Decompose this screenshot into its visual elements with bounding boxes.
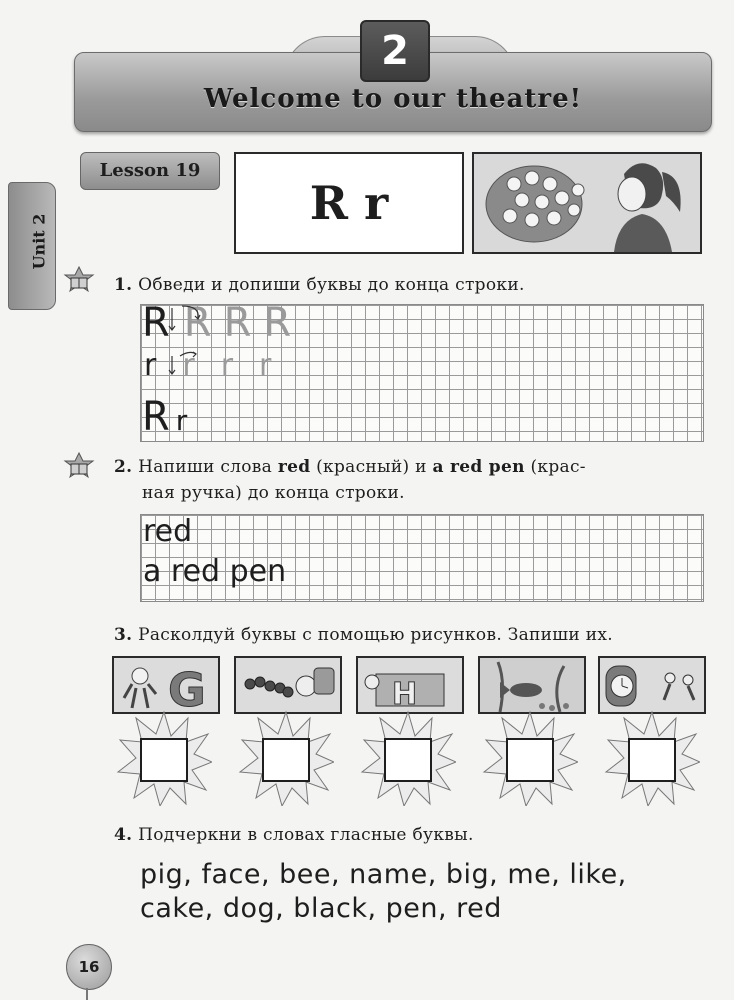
book-task-icon — [62, 452, 96, 482]
task4-instruction — [114, 822, 714, 848]
task2-text-line2: ная ручка) до конца строки. — [142, 483, 405, 503]
answer-box-2[interactable] — [262, 738, 310, 782]
task4-words-line1[interactable]: pig, face, bee, name, big, me, like, — [140, 859, 627, 890]
task2-word-a-red-pen: a red pen — [432, 457, 525, 477]
clue-picture-caterpillar — [234, 656, 342, 714]
letter-r-pair: r — [175, 404, 188, 437]
page-number-balloon: 16 — [66, 944, 112, 990]
task3-number: 3. — [114, 625, 133, 645]
clue-picture-girl-letter-g — [112, 656, 220, 714]
clue-picture-clock-letter-o — [598, 656, 706, 714]
unit-tab-label: Unit 2 — [29, 213, 49, 270]
task3-text: Расколдуй буквы с помощью рисунков. Запиши их. — [138, 625, 613, 645]
answer-box-4[interactable] — [506, 738, 554, 782]
book-task-icon — [62, 266, 96, 296]
letter-R-trace: R — [263, 300, 292, 346]
task1-instruction — [114, 272, 714, 298]
task2-number: 2. — [114, 457, 133, 477]
task4-text: Подчеркни в словах гласные буквы. — [138, 825, 474, 845]
task4-number: 4. — [114, 825, 133, 845]
task2-sample-red: red — [143, 514, 193, 549]
girl-smelling-roses-illustration — [472, 152, 702, 254]
task2-text: (крас- — [530, 457, 586, 477]
letter-r-trace: r — [259, 348, 272, 383]
task1-number: 1. — [114, 275, 133, 295]
task1-text: Обведи и допиши буквы до конца строки. — [138, 275, 525, 295]
task2-word-red: red — [277, 457, 311, 477]
task2-text: (красный) и — [316, 457, 427, 477]
stroke-order-arrows — [164, 300, 224, 384]
lesson-letters-box: R r — [234, 152, 464, 254]
answer-box-3[interactable] — [384, 738, 432, 782]
letter-R-trace: R — [223, 300, 252, 346]
task2-instruction — [114, 454, 714, 506]
answer-box-5[interactable] — [628, 738, 676, 782]
letter-R-sample: R — [142, 300, 170, 346]
task4-words-line2[interactable]: cake, dog, black, pen, red — [140, 893, 502, 924]
letter-r-trace: r — [220, 348, 234, 383]
task3-instruction — [114, 622, 714, 648]
letter-r-trace: r — [182, 348, 195, 383]
answer-box-1[interactable] — [140, 738, 188, 782]
letter-r-sample: r — [144, 348, 157, 383]
unit-number-badge: 2 — [360, 20, 430, 82]
task2-sample-a-red-pen: a red pen — [143, 554, 287, 589]
svg-text:H: H — [392, 677, 418, 712]
letter-R-trace: R — [183, 300, 212, 346]
letter-R-pair: R — [142, 394, 170, 440]
clue-picture-letter-h-box — [356, 656, 464, 714]
task1-row3 — [142, 394, 187, 444]
page-title: Welcome to our theatre! — [203, 84, 583, 114]
clue-picture-fish-underwater — [478, 656, 586, 714]
task4-word-list — [140, 858, 720, 926]
lesson-badge: Lesson 19 — [80, 152, 220, 190]
svg-text:G: G — [168, 663, 206, 712]
task2-text: Напиши слова — [138, 457, 273, 477]
balloon-string — [86, 988, 88, 1000]
